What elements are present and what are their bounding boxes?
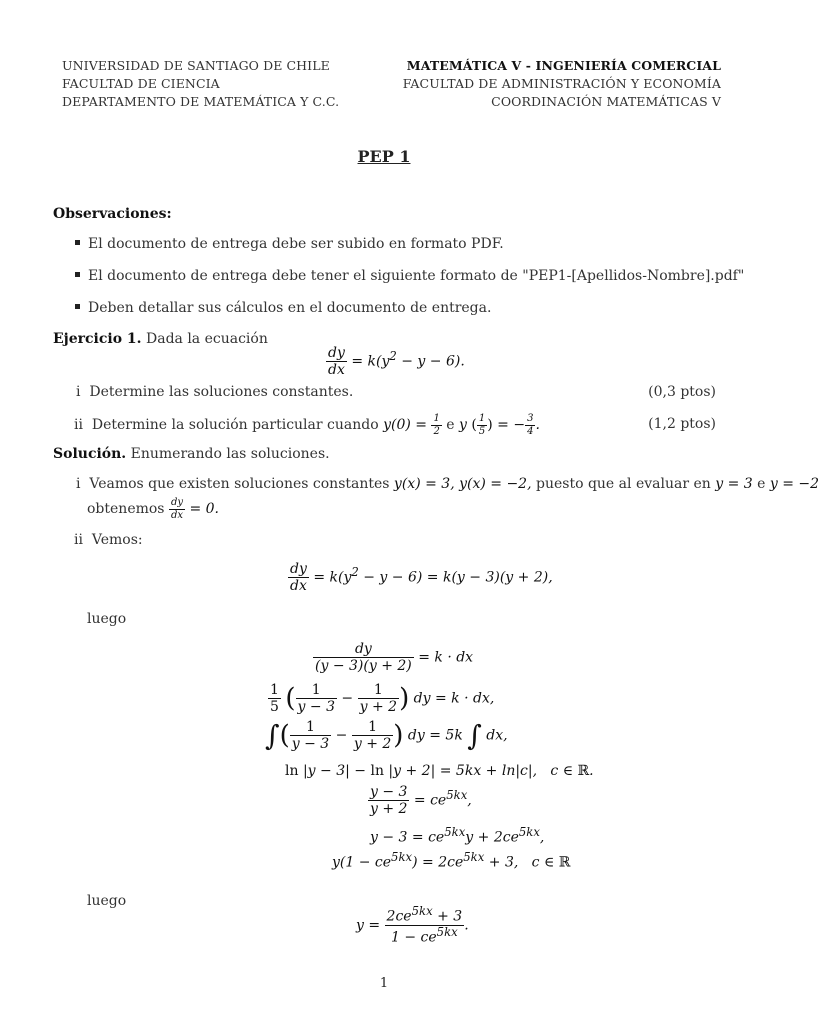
derivation-step-7: $y(1 - ce^{5kx}) = 2ce^{5kx} + 3$, c ∈ ℝ	[332, 850, 571, 871]
part-number: i	[76, 384, 81, 400]
exercise-part-i	[76, 384, 353, 400]
exercise-equation: $\frac{dy}{dx}$ = $k(y^2 - y - 6)$.	[328, 345, 465, 379]
solution-text: puesto que al evaluar en	[536, 476, 711, 492]
luego-text: luego	[87, 893, 127, 909]
observacion-item: El documento de entrega debe tener el siguiente formato de "PEP1-[Apellidos-Nombre].pdf"	[75, 268, 744, 284]
solution-part-i-line1: i Veamos que existen soluciones constantes y(x) = 3, y(x) = −2, puesto que al evaluar en y = 3 e y = −2	[76, 476, 819, 492]
solution-heading	[53, 446, 330, 462]
part-number: ii	[74, 417, 83, 433]
observacion-item: Deben detallar sus cálculos en el documento de entrega.	[75, 300, 491, 316]
header-coordination: COORDINACIÓN MATEMÁTICAS V	[491, 94, 721, 109]
part-conj: e	[446, 417, 455, 433]
part-text: Determine las soluciones constantes.	[89, 384, 354, 400]
derivation-step-2: $\frac{1}{5}$ ( $\frac{1}{y - 3}$ − $\frac{1}{y + 2}$ ) dy = k · dx,	[270, 682, 495, 716]
header-admin-faculty: FACULTAD DE ADMINISTRACIÓN Y ECONOMÍA	[402, 76, 721, 91]
part-number: ii	[74, 532, 83, 548]
observaciones-heading: Observaciones:	[53, 206, 172, 222]
header-faculty: FACULTAD DE CIENCIA	[62, 76, 220, 91]
header-department: DEPARTAMENTO DE MATEMÁTICA Y C.C.	[62, 94, 340, 109]
page-title: PEP 1	[357, 147, 411, 166]
derivation-step-5: $\frac{y - 3}{y + 2}$ = $ce^{5kx}$,	[370, 784, 472, 818]
header-course: MATEMÁTICA V - INGENIERÍA COMERCIAL	[406, 58, 721, 73]
part-number: i	[76, 476, 81, 492]
header-university: UNIVERSIDAD DE SANTIAGO DE CHILE	[62, 58, 330, 73]
observacion-item: El documento de entrega debe ser subido en formato PDF.	[75, 236, 504, 252]
exercise-label: Ejercicio 1.	[53, 331, 142, 347]
solution-text: Veamos que existen soluciones constantes	[89, 476, 390, 492]
page-number: 1	[379, 976, 389, 991]
solution-part-i-line2: obtenemos $\frac{dy}{dx}$ = 0.	[87, 497, 220, 521]
solution-text: e	[757, 476, 766, 492]
exercise-intro: Dada la ecuación	[146, 331, 268, 347]
luego-text: luego	[87, 611, 127, 627]
equation-factorized: $\frac{dy}{dx}$ = $k(y^2 - y - 6) = k(y - 3)(y + 2)$,	[290, 561, 553, 595]
solution-intro: Enumerando las soluciones.	[130, 446, 330, 462]
derivation-step-6: $y - 3 = ce^{5kx}y + 2ce^{5kx}$,	[370, 825, 545, 846]
solution-text: Vemos:	[91, 532, 143, 548]
final-solution: y = $\frac{2ce^{5kx} + 3}{1 - ce^{5kx}}$ .	[356, 904, 469, 946]
solution-text: obtenemos	[87, 501, 165, 517]
part-i-points: (0,3 ptos)	[648, 384, 716, 400]
derivation-step-1: $\frac{dy}{(y - 3)(y + 2)}$ = k · dx	[315, 641, 474, 675]
derivation-step-3: ∫( $\frac{1}{y - 3}$ − $\frac{1}{y + 2}$ ) dy = 5k ∫ dx,	[265, 719, 508, 753]
exercise-part-ii: ii Determine la solución particular cuando y(0) = $\frac{1}{2}$ e y ( $\frac{1}{5}$ ) = − $\frac{3}{4}$ .	[74, 413, 540, 437]
part-text: Determine la solución particular cuando	[91, 417, 379, 433]
part-ii-points: (1,2 ptos)	[648, 416, 716, 432]
solution-label: Solución.	[53, 446, 127, 462]
solution-part-ii	[74, 532, 143, 548]
exercise-heading	[53, 331, 268, 347]
derivation-step-4: ln |y − 3| − ln |y + 2| = 5kx + ln|c|, c ∈ ℝ.	[285, 763, 594, 779]
